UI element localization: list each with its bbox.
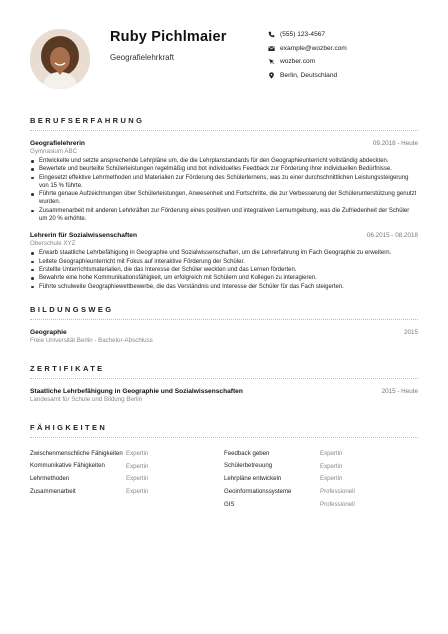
skill-item — [224, 460, 418, 473]
bullet-item: Bewertete und beurteilte Schülerleistungen regelmäßig und bot individuelles Feedback zur Förderung ihrer individuellen Bedürfnisse. — [30, 165, 418, 173]
skill-level: Expertin — [126, 449, 149, 457]
skills-grid — [30, 447, 418, 511]
education-section — [30, 305, 418, 344]
skill-item — [224, 498, 418, 511]
bullet-item: Erstellte Unterrichtsmaterialien, die das Interesse der Schüler weckten und das Lernen förderten. — [30, 266, 418, 274]
skill-item — [30, 460, 224, 473]
profile-photo — [30, 29, 90, 89]
bullet-item: Führte schulweite Geographiewettbewerbe, die das Verständnis und Interesse der Schüler für das Fach steigerten. — [30, 283, 418, 291]
skill-item — [30, 472, 224, 485]
email-icon — [268, 45, 280, 52]
certificate-issuer: Landesamt für Schule und Bildung Berlin — [30, 395, 143, 403]
skill-level: Expertin — [320, 475, 343, 483]
job-bullets — [30, 249, 418, 290]
job-role: Geografielehrerin — [30, 140, 85, 147]
skill-level: Expertin — [126, 462, 149, 470]
experience-section — [30, 116, 418, 291]
resume-header — [30, 0, 418, 104]
link-icon — [268, 58, 280, 65]
job-date: 09.2018 - Heute — [372, 140, 418, 147]
skill-item — [224, 485, 418, 498]
skill-level: Expertin — [320, 449, 343, 457]
skill-level: Expertin — [126, 475, 149, 483]
skill-level: Professionell — [320, 500, 355, 508]
name-block — [110, 29, 250, 62]
skill-name: Zwischenmenschliche Fähigkeiten — [30, 449, 123, 457]
job-entry — [30, 140, 418, 223]
skill-level: Professionell — [320, 488, 355, 496]
education-degree: Geographie — [30, 328, 67, 336]
education-date: 2015 — [403, 328, 418, 336]
location-pin-icon — [268, 72, 280, 79]
job-bullets — [30, 157, 418, 223]
skill-name: Geoinformationssysteme — [224, 487, 292, 495]
section-divider — [30, 437, 418, 438]
skill-item — [224, 472, 418, 485]
certificate-entry — [30, 388, 418, 403]
bullet-item: Führte genaue Aufzeichnungen über Schülerleistungen, Anwesenheit und Fortschritte, die zur Verbesserung der Schülerunterstützung genutzt wurden. — [30, 190, 418, 207]
skill-level: Expertin — [320, 462, 343, 470]
section-title-education: BILDUNGSWEG — [30, 304, 114, 314]
job-entry — [30, 232, 418, 290]
bullet-item: Leitete Geographieunterricht mit Fokus auf interaktive Förderung der Schüler. — [30, 258, 418, 266]
bullet-item: Erwarb staatliche Lehrbefähigung in Geographie und Sozialwissenschaften, um die Lehrerfahrung im Fach Geographie zu erweitern. — [30, 249, 418, 257]
job-company: Gymnasium ABC — [30, 148, 78, 155]
candidate-name: Ruby Pichlmaier — [110, 29, 227, 45]
skill-item — [30, 447, 224, 460]
contact-phone-text[interactable]: (555) 123-4567 — [280, 31, 326, 39]
skill-name: Lehrpläne entwickeln — [224, 475, 282, 483]
section-divider — [30, 130, 418, 131]
certificate-date: 2015 - Heute — [381, 387, 418, 395]
skill-name: Lehrmethoden — [30, 475, 70, 483]
section-divider — [30, 378, 418, 379]
education-school: Freie Universität Berlin - Bachelor-Abschluss — [30, 336, 153, 344]
job-title: Geografielehrkraft — [110, 53, 175, 62]
job-company: Oberschule XYZ — [30, 240, 76, 248]
contact-email-text[interactable]: example@wozber.com — [280, 44, 347, 52]
contact-location — [268, 69, 448, 83]
skill-name: Feedback geben — [224, 449, 270, 457]
job-role: Lehrerin für Sozialwissenschaften — [30, 232, 137, 240]
profile-photo-illustration — [30, 29, 90, 89]
bullet-item: Eingesetzt effektive Lehrmethoden und Materialien zur Förderung des Schülerlernens, was zu einer durchschnittlichen Leistungssteigerung von 15 % führte. — [30, 174, 418, 191]
skill-item — [224, 447, 418, 460]
contact-list — [268, 28, 448, 82]
skill-item — [30, 485, 224, 498]
bullet-item: Bewahrte eine hohe Kommunikationsfähigkeit, um erfolgreich mit Schülern und Kollegen zu interagieren. — [30, 274, 418, 282]
contact-website — [268, 55, 448, 69]
skill-name: GIS — [224, 500, 235, 508]
job-date: 06.2015 - 08.2018 — [366, 232, 418, 240]
skills-column-left — [30, 447, 224, 511]
skill-name: Kommunikative Fähigkeiten — [30, 462, 105, 470]
section-title-experience: BERUFSERFAHRUNG — [30, 116, 145, 125]
skill-name: Zusammenarbeit — [30, 487, 76, 495]
bullet-item: Entwickelte und setzte ansprechende Lehrpläne um, die die Lehrplanstandards für den Geographieunterricht vollständig abdeckten. — [30, 157, 418, 165]
education-entry — [30, 329, 418, 344]
contact-email — [268, 42, 448, 56]
skill-level: Expertin — [126, 488, 149, 496]
certificates-section — [30, 364, 418, 403]
skills-column-right — [224, 447, 418, 511]
section-divider — [30, 319, 418, 320]
skill-name: Schülerbetreuung — [224, 462, 273, 470]
skills-section — [30, 423, 418, 511]
section-title-skills: FÄHIGKEITEN — [30, 422, 108, 432]
contact-website-text[interactable]: wozber.com — [280, 58, 316, 66]
phone-icon — [268, 31, 280, 38]
bullet-item: Zusammenarbeit mit anderen Lehrkräften zur Förderung eines positiven und integrativen Lernumgebung, was die Zufriedenheit der Schüler um 20 % erhöhte. — [30, 207, 418, 224]
section-title-certificates: ZERTIFIKATE — [30, 363, 105, 373]
certificate-name: Staatliche Lehrbefähigung in Geographie und Sozialwissenschaften — [30, 387, 243, 395]
contact-location-text: Berlin, Deutschland — [280, 71, 338, 79]
contact-phone — [268, 28, 448, 42]
